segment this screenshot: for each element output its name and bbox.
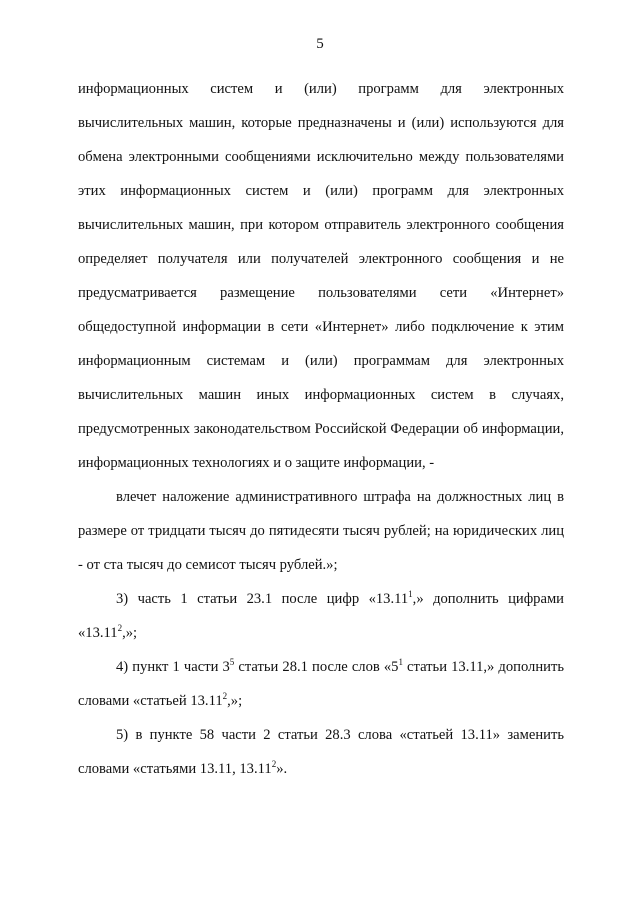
paragraph-penalty: влечет наложение административного штрафа на должностных лиц в размере от тридцати тысяч до пятидесяти тысяч рублей; на юридических лиц - от ста тысяч до семисот тысяч рублей.»; [78,489,564,573]
paragraph-item-4 [78,650,564,718]
item-4-text-b: статьи 28.1 после слов «5 [234,659,399,675]
paragraph-continuation: информационных систем и (или) программ для электронных вычислительных машин, которые предназначены и (или) используются для обмена электронными сообщениями исключительно между пользователями этих информационных систем и (или) программ для электронных вычислительных машин, при котором отправитель электронного сообщения определяет получателя или получателей электронного сообщения и не предусматривается размещение пользователями сети «Интернет» общедоступной информации в сети «Интернет» либо подключение к этим информационным системам и (или) программам для электронных вычислительных машин иных информационных систем в случаях, предусмотренных законодательством Российской Федерации об информации, информационных технологиях и о защите информации, - [78,81,564,471]
item-4-text-a: 4) пункт 1 части 3 [116,659,230,675]
page-number: 5 [316,36,324,52]
item-5-superscript-1: 2 [271,759,277,770]
paragraph-item-3 [78,582,564,650]
item-4-text-d: ,»; [227,693,243,709]
item-3-superscript-2: 2 [117,623,123,634]
item-3-text-b: ,» дополнить цифрами «13.11 [78,591,564,641]
item-3-superscript-1: 1 [408,589,413,600]
item-4-superscript-2: 1 [398,657,403,668]
paragraph-item-5 [78,718,564,786]
item-3-text-c: ,»; [122,625,138,641]
item-5-text-a: 5) в пункте 58 части 2 статьи 28.3 слова «статьей 13.11» заменить словами «статьями 13.11, 13.11 [78,727,564,777]
item-4-superscript-3: 2 [222,691,228,702]
item-4-superscript-1: 5 [229,657,235,668]
document-body [78,72,564,786]
item-5-text-b: ». [276,761,288,777]
item-4-text-c: статьи 13.11,» дополнить словами «статьей 13.11 [78,659,564,709]
item-3-text-a: 3) часть 1 статьи 23.1 после цифр «13.11 [116,591,409,607]
